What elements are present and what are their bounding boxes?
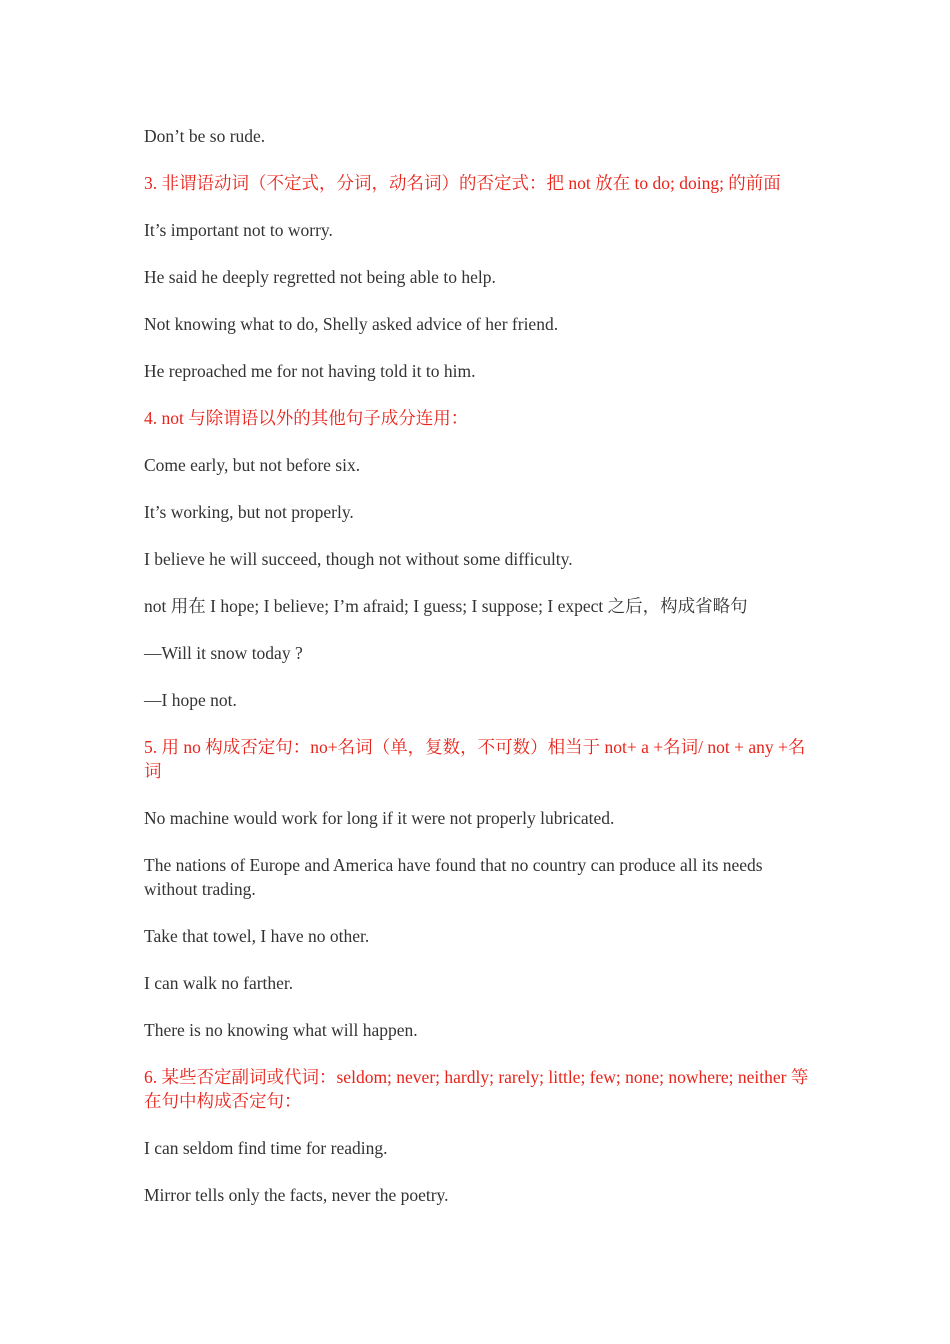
body-line: Don’t be so rude. <box>144 126 266 146</box>
body-line: Not knowing what to do, Shelly asked advice of her friend. <box>144 314 559 334</box>
section-heading-6: 6. 某些否定副词或代词：seldom; never; hardly; rarely; little; few; none; nowhere; neither 等在句中构成否定句： <box>144 1067 809 1111</box>
body-line: No machine would work for long if it were not properly lubricated. <box>144 808 615 828</box>
body-line: He reproached me for not having told it to him. <box>144 361 476 381</box>
body-line: Take that towel, I have no other. <box>144 926 370 946</box>
dialogue-line: —Will it snow today ? <box>144 643 303 663</box>
body-line: It’s working, but not properly. <box>144 502 354 522</box>
body-line: I believe he will succeed, though not without some difficulty. <box>144 549 573 569</box>
body-line: The nations of Europe and America have found that no country can produce all its needs without trading. <box>144 855 763 899</box>
body-line: Come early, but not before six. <box>144 455 361 475</box>
section-heading-3: 3. 非谓语动词（不定式，分词，动名词）的否定式：把 not 放在 to do; doing; 的前面 <box>144 173 781 193</box>
section-heading-4: 4. not 与除谓语以外的其他句子成分连用： <box>144 408 469 428</box>
body-line: not 用在 I hope; I believe; I’m afraid; I guess; I suppose; I expect 之后，构成省略句 <box>144 596 748 616</box>
dialogue-line: —I hope not. <box>144 690 237 710</box>
body-line: I can walk no farther. <box>144 973 294 993</box>
body-line: Mirror tells only the facts, never the poetry. <box>144 1185 449 1205</box>
body-line: I can seldom find time for reading. <box>144 1138 388 1158</box>
body-line: He said he deeply regretted not being able to help. <box>144 267 496 287</box>
document-page <box>144 124 812 1230</box>
body-line: It’s important not to worry. <box>144 220 333 240</box>
body-line: There is no knowing what will happen. <box>144 1020 418 1040</box>
section-heading-5: 5. 用 no 构成否定句：no+名词（单，复数，不可数）相当于 not+ a +名词/ not + any +名词 <box>144 737 806 781</box>
